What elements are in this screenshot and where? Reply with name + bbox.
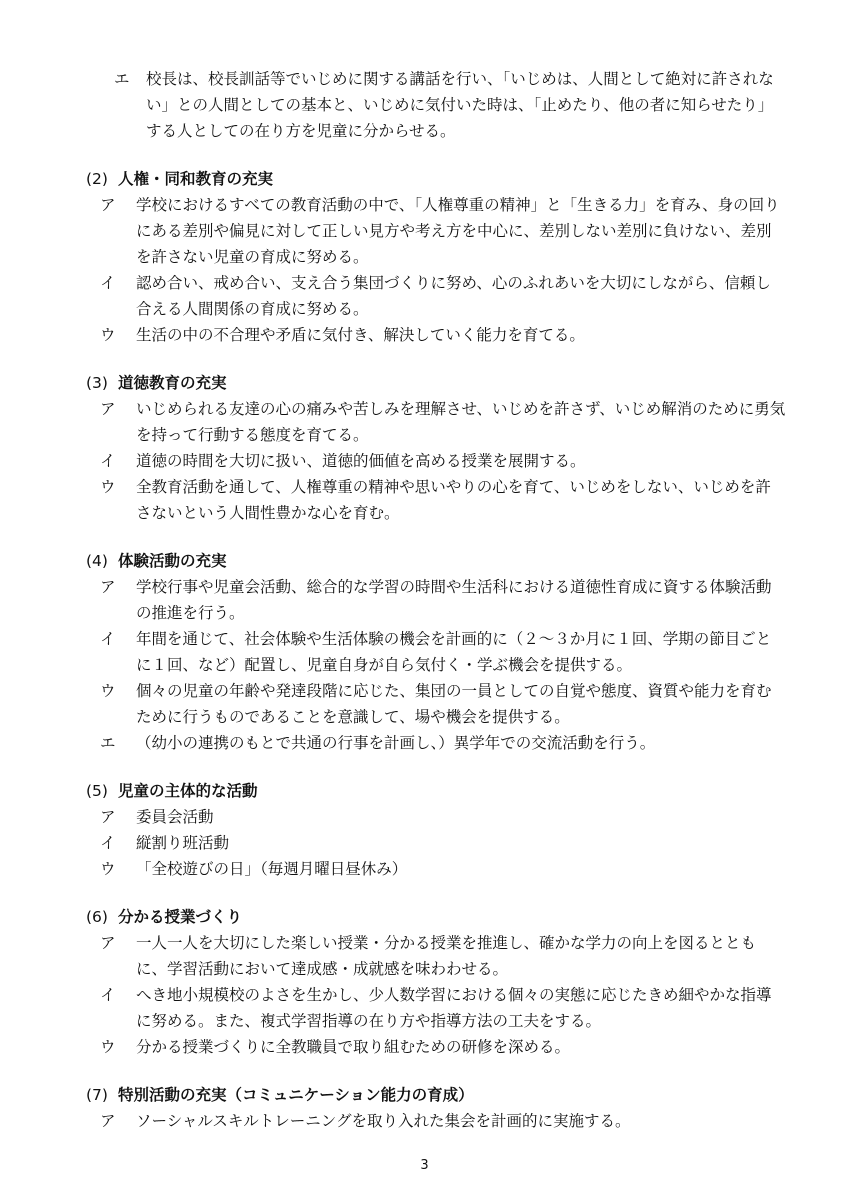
list-item <box>100 678 786 730</box>
item-text: いじめられる友達の心の痛みや苦しみを理解させ、いじめを許さず、いじめ解消のために勇気を持って行動する態度を育てる。 <box>136 400 786 444</box>
item-text: 分かる授業づくりに全教職員で取り組むための研修を深める。 <box>136 1038 571 1056</box>
section-heading <box>86 778 786 804</box>
page-number: 3 <box>420 1158 429 1173</box>
item-label: ウ <box>100 326 116 344</box>
item-label: ウ <box>100 682 116 700</box>
section-number: (3) <box>86 374 108 392</box>
section-heading <box>86 1082 786 1108</box>
section <box>86 1082 786 1134</box>
item-text: 道徳の時間を大切に扱い、道徳的価値を高める授業を展開する。 <box>136 452 586 470</box>
item-text: 委員会活動 <box>136 808 214 826</box>
list-item <box>100 270 786 322</box>
item-text: 認め合い、戒め合い、支え合う集団づくりに努め、心のふれあいを大切にしながら、信頼し合える人間関係の育成に努める。 <box>136 274 771 318</box>
list-item <box>100 322 786 348</box>
section-number: (6) <box>86 908 108 926</box>
item-label: ア <box>100 808 116 826</box>
section <box>86 548 786 756</box>
item-text: 学校におけるすべての教育活動の中で、「人権尊重の精神」と「生きる力」を育み、身の回りにある差別や偏見に対して正しい見方や考え方を中心に、差別しない差別に負けない、差別を許さない児童の育成に努める。 <box>136 196 780 266</box>
item-label: イ <box>100 274 116 292</box>
item-text: 一人一人を大切にした楽しい授業・分かる授業を推進し、確かな学力の向上を図るとともに、学習活動において達成感・成就感を味わわせる。 <box>136 934 757 978</box>
item-text: 校長は、校長訓話等でいじめに関する講話を行い、「いじめは、人間として絶対に許されない」との人間としての基本と、いじめに気付いた時は、「止めたり、他の者に知らせたり」する人としての在り方を児童に分からせる。 <box>146 70 774 140</box>
item-text: 全教育活動を通して、人権尊重の精神や思いやりの心を育て、いじめをしない、いじめを許さないという人間性豊かな心を育む。 <box>136 478 771 522</box>
item-label: エ <box>100 734 116 752</box>
item-text: （幼小の連携のもとで共通の行事を計画し、）異学年での交流活動を行う。 <box>136 734 656 752</box>
section-heading <box>86 166 786 192</box>
item-label: ア <box>100 196 116 214</box>
list-item <box>100 192 786 270</box>
section-number: (7) <box>86 1086 108 1104</box>
section <box>86 904 786 1060</box>
item-text: 生活の中の不合理や矛盾に気付き、解決していく能力を育てる。 <box>136 326 585 344</box>
section-heading <box>86 548 786 574</box>
list-item <box>100 982 786 1034</box>
item-text: 学校行事や児童会活動、総合的な学習の時間や生活科における道徳性育成に資する体験活動の推進を行う。 <box>136 578 772 622</box>
section-number: (5) <box>86 782 108 800</box>
item-label: エ <box>114 70 130 88</box>
item-label: イ <box>100 986 116 1004</box>
list-item <box>100 730 786 756</box>
item-label: ア <box>100 1112 116 1130</box>
section <box>86 166 786 348</box>
item-label: ア <box>100 934 116 952</box>
list-item <box>100 396 786 448</box>
list-item <box>100 930 786 982</box>
section-title: 体験活動の充実 <box>118 552 227 570</box>
item-label: ア <box>100 400 116 418</box>
item-label: ウ <box>100 478 116 496</box>
list-item <box>100 1108 786 1134</box>
list-item <box>100 448 786 474</box>
item-label: ア <box>100 578 116 596</box>
item-label: ウ <box>100 1038 116 1056</box>
page-content <box>86 66 786 1134</box>
section-title: 児童の主体的な活動 <box>118 782 258 800</box>
item-label: イ <box>100 834 116 852</box>
section-heading <box>86 904 786 930</box>
list-item <box>100 626 786 678</box>
section-title: 道徳教育の充実 <box>118 374 227 392</box>
section-number: (2) <box>86 170 108 188</box>
section-title: 分かる授業づくり <box>118 908 243 926</box>
item-text: 縦割り班活動 <box>136 834 230 852</box>
sections <box>86 166 786 1134</box>
item-label: ウ <box>100 860 116 878</box>
item-text: へき地小規模校のよさを生かし、少人数学習における個々の実態に応じたきめ細やかな指導に努める。また、複式学習指導の在り方や指導方法の工夫をする。 <box>136 986 772 1030</box>
list-item <box>100 830 786 856</box>
section-title: 人権・同和教育の充実 <box>118 170 274 188</box>
item-text: ソーシャルスキルトレーニングを取り入れた集会を計画的に実施する。 <box>136 1112 631 1130</box>
list-item <box>100 856 786 882</box>
intro-item <box>114 66 786 144</box>
section <box>86 778 786 882</box>
list-item <box>100 1034 786 1060</box>
section-title: 特別活動の充実（コミュニケーション能力の育成） <box>118 1086 474 1104</box>
section-heading <box>86 370 786 396</box>
list-item <box>100 804 786 830</box>
section-number: (4) <box>86 552 108 570</box>
list-item <box>100 474 786 526</box>
section <box>86 370 786 526</box>
item-text: 個々の児童の年齢や発達段階に応じた、集団の一員としての自覚や態度、資質や能力を育むために行うものであることを意識して、場や機会を提供する。 <box>136 682 772 726</box>
item-label: イ <box>100 630 116 648</box>
list-item <box>100 574 786 626</box>
item-text: 「全校遊びの日」（毎週月曜日昼休み） <box>136 860 408 878</box>
item-label: イ <box>100 452 116 470</box>
item-text: 年間を通じて、社会体験や生活体験の機会を計画的に（２～３か月に１回、学期の節目ごとに１回、など）配置し、児童自身が自ら気付く・学ぶ機会を提供する。 <box>136 630 772 674</box>
